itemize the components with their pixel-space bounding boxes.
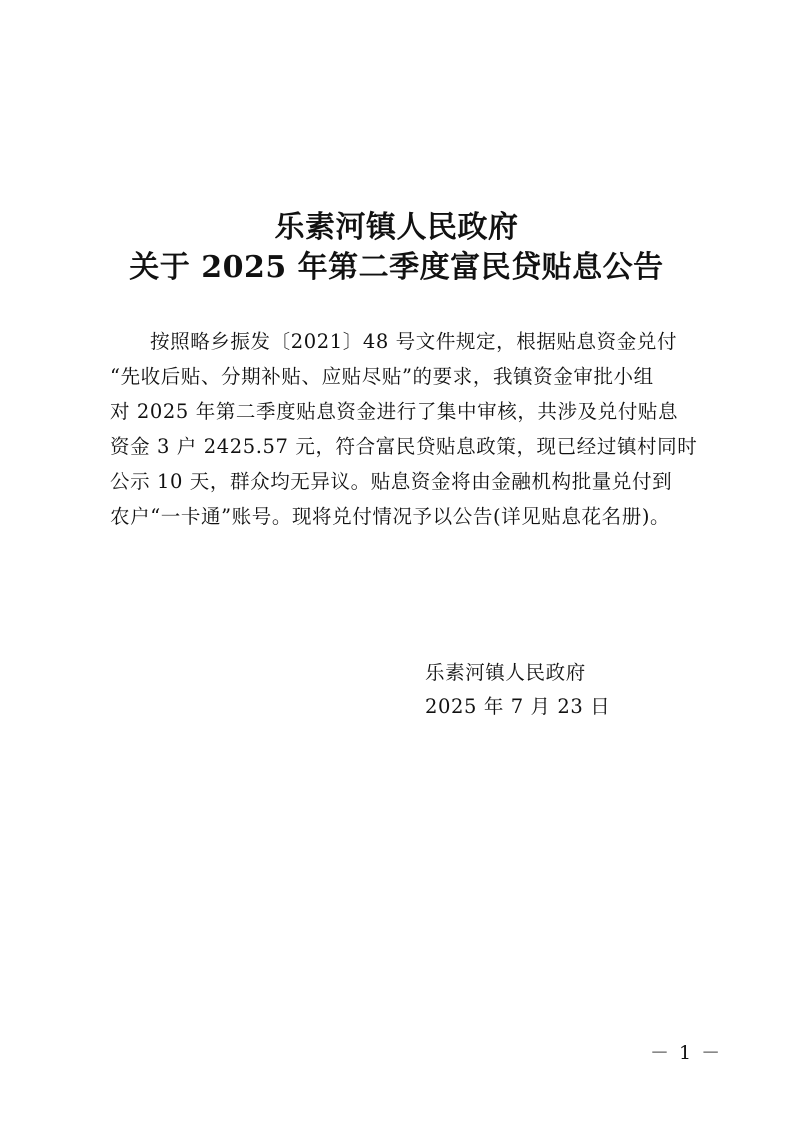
document-title-line-1: 乐素河镇人民政府 (274, 210, 519, 245)
page-number: － 1 － (650, 1042, 723, 1064)
document-title-line-2: 关于 2025 年第二季度富民贷贴息公告 (129, 250, 664, 285)
body-line-6: 农户“一卡通”账号。现将兑付情况予以公告(详见贴息花名册)。 (110, 505, 671, 528)
body-line-3: 对 2025 年第二季度贴息资金进行了集中审核，共涉及兑付贴息 (110, 400, 679, 423)
signature-date: 2025 年 7 月 23 日 (425, 695, 611, 718)
body-line-5: 公示 10 天，群众均无异议。贴息资金将由金融机构批量兑付到 (110, 470, 673, 493)
body-line-4: 资金 3 户 2425.57 元，符合富民贷贴息政策，现已经过镇村同时 (110, 435, 698, 458)
signature-organization: 乐素河镇人民政府 (425, 661, 586, 684)
body-line-2: “先收后贴、分期补贴、应贴尽贴”的要求，我镇资金审批小组 (110, 365, 654, 388)
body-line-1: 按照略乡振发〔2021〕48 号文件规定，根据贴息资金兑付 (150, 330, 678, 353)
